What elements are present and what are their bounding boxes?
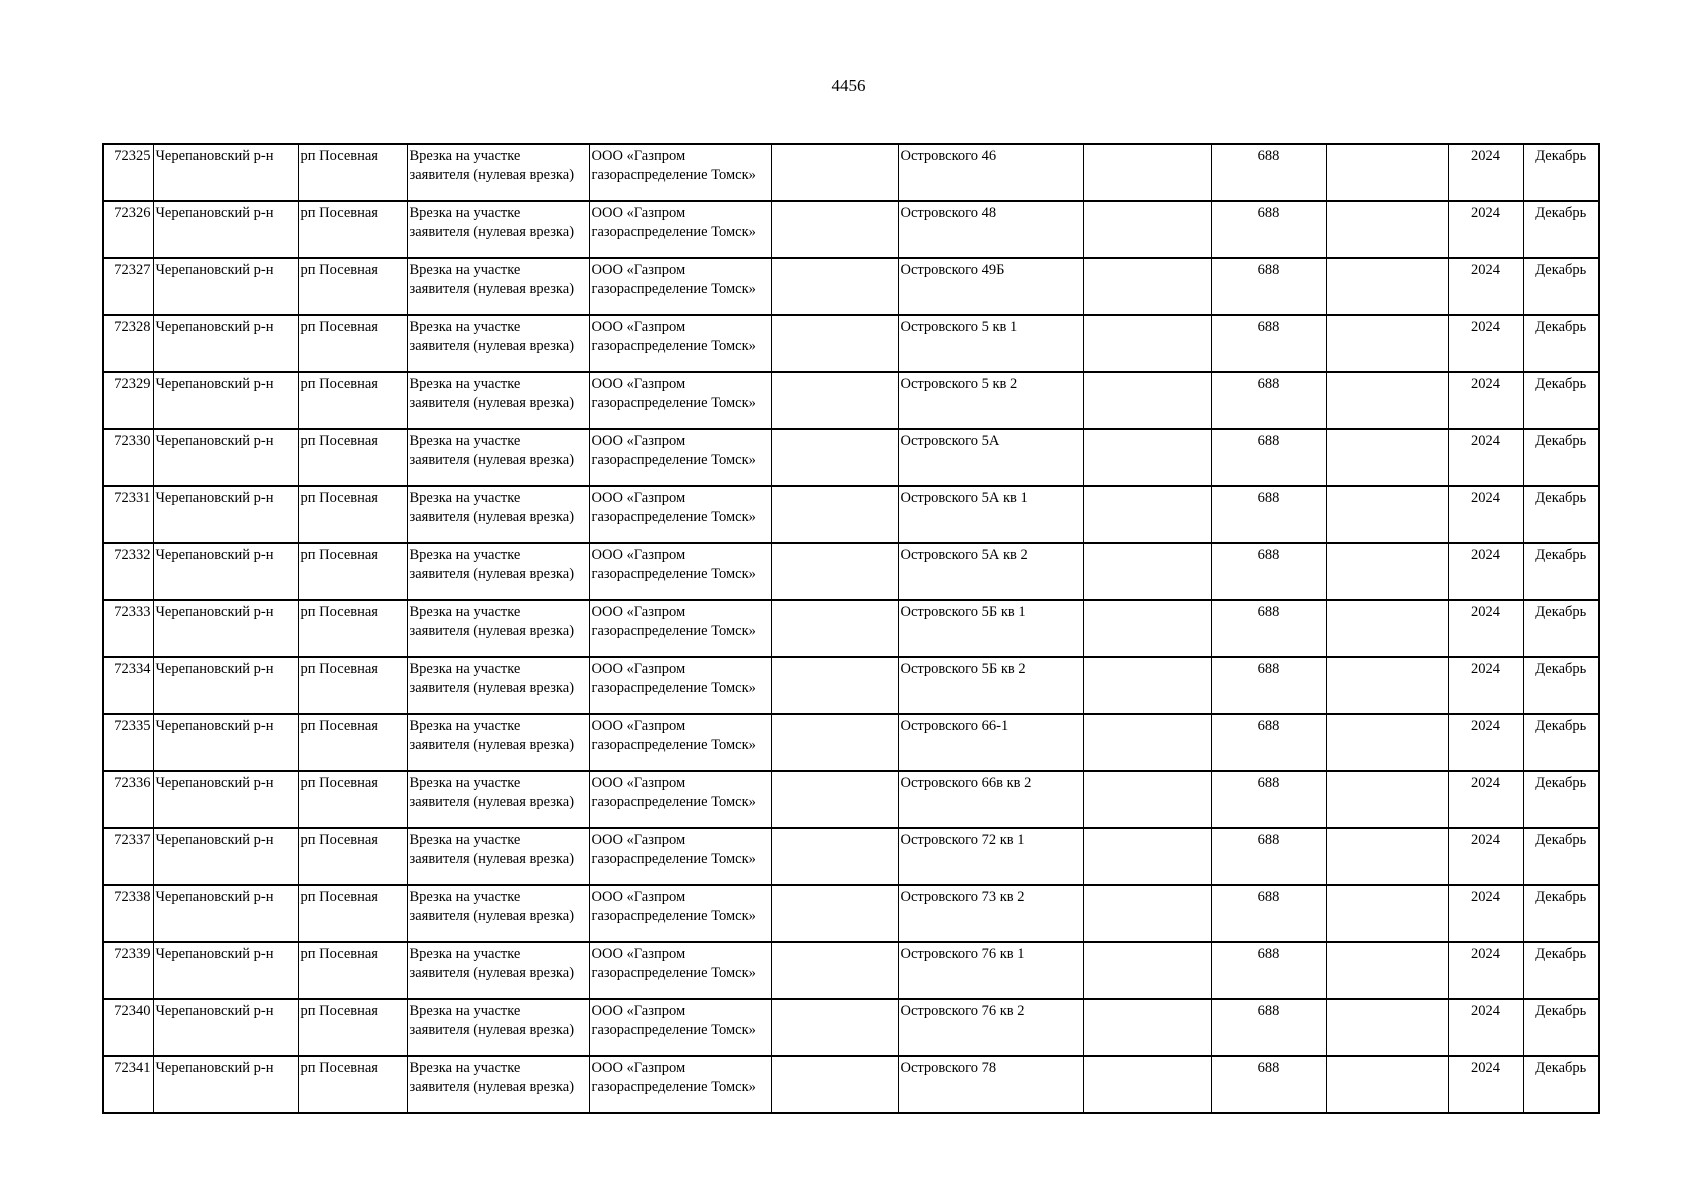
table-row (103, 1056, 1599, 1113)
organization-line1: ООО «Газпром (591, 490, 686, 506)
cell-address: Островского 73 кв 2 (898, 885, 1083, 942)
cell-value: 688 (1211, 486, 1326, 543)
cell-locality: рп Посевная (298, 600, 407, 657)
cell-empty-6 (771, 600, 898, 657)
cell-address: Островского 5А (898, 429, 1083, 486)
cell-district: Черепановский р-н (153, 1056, 298, 1113)
organization-line1: ООО «Газпром (591, 832, 686, 848)
cell-empty-8 (1083, 600, 1211, 657)
cell-work-type (407, 1056, 589, 1113)
cell-organization (589, 885, 771, 942)
cell-id: 72336 (103, 771, 153, 828)
cell-year: 2024 (1448, 714, 1523, 771)
cell-empty-8 (1083, 144, 1211, 201)
cell-organization (589, 372, 771, 429)
cell-month: Декабрь (1523, 1056, 1599, 1113)
cell-id: 72328 (103, 315, 153, 372)
cell-month: Декабрь (1523, 657, 1599, 714)
cell-locality: рп Посевная (298, 885, 407, 942)
table-row (103, 486, 1599, 543)
cell-organization (589, 828, 771, 885)
work-type-line2: заявителя (нулевая врезка) (409, 737, 575, 753)
cell-empty-6 (771, 1056, 898, 1113)
cell-empty-8 (1083, 429, 1211, 486)
cell-organization (589, 657, 771, 714)
cell-year: 2024 (1448, 315, 1523, 372)
cell-empty-10 (1326, 999, 1448, 1056)
cell-locality: рп Посевная (298, 999, 407, 1056)
cell-empty-8 (1083, 714, 1211, 771)
work-type-line2: заявителя (нулевая врезка) (409, 1079, 575, 1095)
cell-month: Декабрь (1523, 201, 1599, 258)
cell-district: Черепановский р-н (153, 486, 298, 543)
cell-empty-10 (1326, 429, 1448, 486)
table-row (103, 372, 1599, 429)
organization-line1: ООО «Газпром (591, 262, 686, 278)
cell-month: Декабрь (1523, 600, 1599, 657)
organization-line2: газораспределение Томск» (591, 167, 756, 183)
organization-line2: газораспределение Томск» (591, 794, 756, 810)
cell-empty-6 (771, 828, 898, 885)
cell-locality: рп Посевная (298, 1056, 407, 1113)
cell-empty-10 (1326, 372, 1448, 429)
cell-empty-8 (1083, 258, 1211, 315)
table-row (103, 201, 1599, 258)
cell-month: Декабрь (1523, 543, 1599, 600)
table-row (103, 543, 1599, 600)
organization-line2: газораспределение Томск» (591, 452, 756, 468)
work-type-line2: заявителя (нулевая врезка) (409, 338, 575, 354)
cell-year: 2024 (1448, 543, 1523, 600)
cell-empty-10 (1326, 771, 1448, 828)
cell-value: 688 (1211, 885, 1326, 942)
table-row (103, 258, 1599, 315)
cell-locality: рп Посевная (298, 486, 407, 543)
cell-organization (589, 144, 771, 201)
cell-organization (589, 714, 771, 771)
work-type-line1: Врезка на участке (409, 547, 521, 563)
organization-line1: ООО «Газпром (591, 775, 686, 791)
work-type-line2: заявителя (нулевая врезка) (409, 965, 575, 981)
cell-district: Черепановский р-н (153, 543, 298, 600)
cell-empty-6 (771, 657, 898, 714)
table-body (103, 144, 1599, 1113)
organization-line1: ООО «Газпром (591, 661, 686, 677)
cell-district: Черепановский р-н (153, 657, 298, 714)
cell-id: 72325 (103, 144, 153, 201)
cell-empty-8 (1083, 315, 1211, 372)
cell-organization (589, 771, 771, 828)
work-type-line2: заявителя (нулевая врезка) (409, 452, 575, 468)
organization-line2: газораспределение Томск» (591, 623, 756, 639)
cell-value: 688 (1211, 771, 1326, 828)
table-row (103, 828, 1599, 885)
work-type-line1: Врезка на участке (409, 889, 521, 905)
cell-locality: рп Посевная (298, 372, 407, 429)
cell-locality: рп Посевная (298, 714, 407, 771)
work-type-line1: Врезка на участке (409, 319, 521, 335)
cell-empty-10 (1326, 714, 1448, 771)
cell-locality: рп Посевная (298, 543, 407, 600)
work-type-line2: заявителя (нулевая врезка) (409, 623, 575, 639)
cell-work-type (407, 315, 589, 372)
cell-value: 688 (1211, 315, 1326, 372)
work-type-line1: Врезка на участке (409, 832, 521, 848)
cell-id: 72332 (103, 543, 153, 600)
cell-district: Черепановский р-н (153, 885, 298, 942)
cell-empty-10 (1326, 144, 1448, 201)
cell-organization (589, 315, 771, 372)
cell-month: Декабрь (1523, 714, 1599, 771)
cell-organization (589, 600, 771, 657)
work-type-line2: заявителя (нулевая врезка) (409, 680, 575, 696)
work-type-line2: заявителя (нулевая врезка) (409, 281, 575, 297)
cell-id: 72326 (103, 201, 153, 258)
work-type-line1: Врезка на участке (409, 490, 521, 506)
cell-work-type (407, 828, 589, 885)
cell-address: Островского 66в кв 2 (898, 771, 1083, 828)
organization-line2: газораспределение Томск» (591, 737, 756, 753)
cell-year: 2024 (1448, 1056, 1523, 1113)
table-row (103, 315, 1599, 372)
organization-line1: ООО «Газпром (591, 319, 686, 335)
work-type-line2: заявителя (нулевая врезка) (409, 509, 575, 525)
work-type-line1: Врезка на участке (409, 1060, 521, 1076)
registry-table (102, 143, 1600, 1114)
cell-organization (589, 999, 771, 1056)
cell-work-type (407, 543, 589, 600)
cell-address: Островского 5 кв 2 (898, 372, 1083, 429)
cell-value: 688 (1211, 429, 1326, 486)
cell-empty-6 (771, 486, 898, 543)
cell-id: 72338 (103, 885, 153, 942)
cell-month: Декабрь (1523, 372, 1599, 429)
cell-value: 688 (1211, 201, 1326, 258)
cell-locality: рп Посевная (298, 828, 407, 885)
cell-id: 72329 (103, 372, 153, 429)
organization-line1: ООО «Газпром (591, 1060, 686, 1076)
cell-address: Островского 5 кв 1 (898, 315, 1083, 372)
cell-address: Островского 5Б кв 1 (898, 600, 1083, 657)
cell-month: Декабрь (1523, 315, 1599, 372)
cell-month: Декабрь (1523, 828, 1599, 885)
cell-empty-6 (771, 429, 898, 486)
organization-line1: ООО «Газпром (591, 946, 686, 962)
cell-year: 2024 (1448, 486, 1523, 543)
organization-line1: ООО «Газпром (591, 604, 686, 620)
organization-line1: ООО «Газпром (591, 376, 686, 392)
cell-year: 2024 (1448, 258, 1523, 315)
organization-line2: газораспределение Томск» (591, 509, 756, 525)
table-row (103, 885, 1599, 942)
work-type-line1: Врезка на участке (409, 718, 521, 734)
work-type-line1: Врезка на участке (409, 262, 521, 278)
work-type-line1: Врезка на участке (409, 433, 521, 449)
cell-organization (589, 543, 771, 600)
work-type-line1: Врезка на участке (409, 775, 521, 791)
organization-line1: ООО «Газпром (591, 205, 686, 221)
cell-year: 2024 (1448, 942, 1523, 999)
cell-value: 688 (1211, 372, 1326, 429)
cell-locality: рп Посевная (298, 201, 407, 258)
cell-district: Черепановский р-н (153, 372, 298, 429)
cell-year: 2024 (1448, 771, 1523, 828)
cell-value: 688 (1211, 999, 1326, 1056)
work-type-line2: заявителя (нулевая врезка) (409, 794, 575, 810)
cell-empty-10 (1326, 315, 1448, 372)
work-type-line2: заявителя (нулевая врезка) (409, 566, 575, 582)
organization-line2: газораспределение Томск» (591, 1022, 756, 1038)
cell-empty-6 (771, 942, 898, 999)
organization-line2: газораспределение Томск» (591, 281, 756, 297)
cell-empty-10 (1326, 1056, 1448, 1113)
cell-year: 2024 (1448, 144, 1523, 201)
cell-district: Черепановский р-н (153, 999, 298, 1056)
work-type-line2: заявителя (нулевая врезка) (409, 908, 575, 924)
cell-district: Черепановский р-н (153, 942, 298, 999)
cell-year: 2024 (1448, 600, 1523, 657)
work-type-line1: Врезка на участке (409, 946, 521, 962)
cell-year: 2024 (1448, 657, 1523, 714)
cell-id: 72330 (103, 429, 153, 486)
cell-address: Островского 5А кв 1 (898, 486, 1083, 543)
table-row (103, 657, 1599, 714)
cell-empty-10 (1326, 258, 1448, 315)
cell-id: 72339 (103, 942, 153, 999)
cell-work-type (407, 600, 589, 657)
work-type-line2: заявителя (нулевая врезка) (409, 167, 575, 183)
cell-district: Черепановский р-н (153, 714, 298, 771)
cell-year: 2024 (1448, 372, 1523, 429)
cell-district: Черепановский р-н (153, 828, 298, 885)
cell-id: 72327 (103, 258, 153, 315)
cell-empty-6 (771, 885, 898, 942)
cell-month: Декабрь (1523, 771, 1599, 828)
cell-work-type (407, 999, 589, 1056)
cell-value: 688 (1211, 828, 1326, 885)
cell-work-type (407, 486, 589, 543)
cell-address: Островского 76 кв 1 (898, 942, 1083, 999)
cell-work-type (407, 942, 589, 999)
cell-district: Черепановский р-н (153, 771, 298, 828)
organization-line2: газораспределение Томск» (591, 338, 756, 354)
work-type-line1: Врезка на участке (409, 148, 521, 164)
work-type-line1: Врезка на участке (409, 205, 521, 221)
work-type-line2: заявителя (нулевая врезка) (409, 851, 575, 867)
cell-id: 72335 (103, 714, 153, 771)
work-type-line2: заявителя (нулевая врезка) (409, 224, 575, 240)
cell-address: Островского 78 (898, 1056, 1083, 1113)
cell-empty-8 (1083, 372, 1211, 429)
cell-work-type (407, 429, 589, 486)
organization-line1: ООО «Газпром (591, 148, 686, 164)
organization-line2: газораспределение Томск» (591, 1079, 756, 1095)
cell-organization (589, 486, 771, 543)
cell-id: 72333 (103, 600, 153, 657)
cell-id: 72337 (103, 828, 153, 885)
cell-work-type (407, 885, 589, 942)
cell-empty-8 (1083, 828, 1211, 885)
table-row (103, 600, 1599, 657)
cell-month: Декабрь (1523, 258, 1599, 315)
work-type-line1: Врезка на участке (409, 376, 521, 392)
cell-empty-10 (1326, 486, 1448, 543)
cell-district: Черепановский р-н (153, 258, 298, 315)
page-number: 4456 (831, 76, 866, 95)
cell-work-type (407, 201, 589, 258)
cell-work-type (407, 657, 589, 714)
cell-address: Островского 48 (898, 201, 1083, 258)
cell-address: Островского 5А кв 2 (898, 543, 1083, 600)
work-type-line1: Врезка на участке (409, 661, 521, 677)
organization-line2: газораспределение Томск» (591, 908, 756, 924)
work-type-line2: заявителя (нулевая врезка) (409, 1022, 575, 1038)
organization-line2: газораспределение Томск» (591, 566, 756, 582)
cell-empty-8 (1083, 1056, 1211, 1113)
table-row (103, 714, 1599, 771)
cell-organization (589, 258, 771, 315)
cell-locality: рп Посевная (298, 771, 407, 828)
cell-empty-10 (1326, 885, 1448, 942)
cell-empty-10 (1326, 657, 1448, 714)
cell-district: Черепановский р-н (153, 600, 298, 657)
cell-address: Островского 76 кв 2 (898, 999, 1083, 1056)
cell-work-type (407, 714, 589, 771)
cell-address: Островского 66-1 (898, 714, 1083, 771)
cell-id: 72334 (103, 657, 153, 714)
cell-locality: рп Посевная (298, 315, 407, 372)
cell-address: Островского 5Б кв 2 (898, 657, 1083, 714)
cell-district: Черепановский р-н (153, 315, 298, 372)
organization-line2: газораспределение Томск» (591, 965, 756, 981)
cell-empty-8 (1083, 486, 1211, 543)
cell-address: Островского 49Б (898, 258, 1083, 315)
cell-value: 688 (1211, 1056, 1326, 1113)
cell-value: 688 (1211, 657, 1326, 714)
cell-value: 688 (1211, 543, 1326, 600)
cell-empty-8 (1083, 543, 1211, 600)
cell-month: Декабрь (1523, 999, 1599, 1056)
organization-line2: газораспределение Томск» (591, 851, 756, 867)
cell-locality: рп Посевная (298, 942, 407, 999)
table-row (103, 429, 1599, 486)
cell-organization (589, 429, 771, 486)
cell-district: Черепановский р-н (153, 201, 298, 258)
cell-work-type (407, 372, 589, 429)
cell-empty-6 (771, 201, 898, 258)
cell-district: Черепановский р-н (153, 429, 298, 486)
cell-empty-6 (771, 144, 898, 201)
organization-line2: газораспределение Томск» (591, 224, 756, 240)
cell-empty-10 (1326, 201, 1448, 258)
cell-value: 688 (1211, 600, 1326, 657)
cell-address: Островского 46 (898, 144, 1083, 201)
organization-line2: газораспределение Томск» (591, 680, 756, 696)
cell-empty-8 (1083, 771, 1211, 828)
cell-address: Островского 72 кв 1 (898, 828, 1083, 885)
cell-month: Декабрь (1523, 486, 1599, 543)
cell-year: 2024 (1448, 201, 1523, 258)
cell-month: Декабрь (1523, 429, 1599, 486)
table-row (103, 999, 1599, 1056)
cell-id: 72341 (103, 1056, 153, 1113)
cell-value: 688 (1211, 714, 1326, 771)
cell-empty-10 (1326, 543, 1448, 600)
cell-empty-10 (1326, 942, 1448, 999)
cell-empty-8 (1083, 657, 1211, 714)
work-type-line1: Врезка на участке (409, 1003, 521, 1019)
cell-empty-6 (771, 315, 898, 372)
cell-work-type (407, 258, 589, 315)
cell-empty-8 (1083, 942, 1211, 999)
cell-empty-6 (771, 372, 898, 429)
cell-organization (589, 942, 771, 999)
organization-line1: ООО «Газпром (591, 889, 686, 905)
cell-empty-8 (1083, 999, 1211, 1056)
cell-empty-6 (771, 543, 898, 600)
organization-line1: ООО «Газпром (591, 433, 686, 449)
cell-organization (589, 1056, 771, 1113)
work-type-line2: заявителя (нулевая врезка) (409, 395, 575, 411)
cell-locality: рп Посевная (298, 258, 407, 315)
cell-year: 2024 (1448, 885, 1523, 942)
cell-empty-8 (1083, 885, 1211, 942)
cell-empty-8 (1083, 201, 1211, 258)
organization-line1: ООО «Газпром (591, 547, 686, 563)
cell-year: 2024 (1448, 828, 1523, 885)
cell-id: 72340 (103, 999, 153, 1056)
cell-empty-6 (771, 999, 898, 1056)
cell-work-type (407, 144, 589, 201)
cell-locality: рп Посевная (298, 657, 407, 714)
organization-line1: ООО «Газпром (591, 718, 686, 734)
cell-value: 688 (1211, 942, 1326, 999)
cell-value: 688 (1211, 144, 1326, 201)
cell-locality: рп Посевная (298, 144, 407, 201)
cell-work-type (407, 771, 589, 828)
organization-line2: газораспределение Томск» (591, 395, 756, 411)
cell-month: Декабрь (1523, 885, 1599, 942)
cell-year: 2024 (1448, 429, 1523, 486)
cell-empty-6 (771, 258, 898, 315)
cell-year: 2024 (1448, 999, 1523, 1056)
table-row (103, 144, 1599, 201)
cell-month: Декабрь (1523, 144, 1599, 201)
cell-organization (589, 201, 771, 258)
cell-locality: рп Посевная (298, 429, 407, 486)
cell-empty-10 (1326, 828, 1448, 885)
cell-district: Черепановский р-н (153, 144, 298, 201)
table-row (103, 942, 1599, 999)
work-type-line1: Врезка на участке (409, 604, 521, 620)
cell-empty-10 (1326, 600, 1448, 657)
organization-line1: ООО «Газпром (591, 1003, 686, 1019)
cell-id: 72331 (103, 486, 153, 543)
cell-month: Декабрь (1523, 942, 1599, 999)
cell-value: 688 (1211, 258, 1326, 315)
table-row (103, 771, 1599, 828)
cell-empty-6 (771, 771, 898, 828)
cell-empty-6 (771, 714, 898, 771)
